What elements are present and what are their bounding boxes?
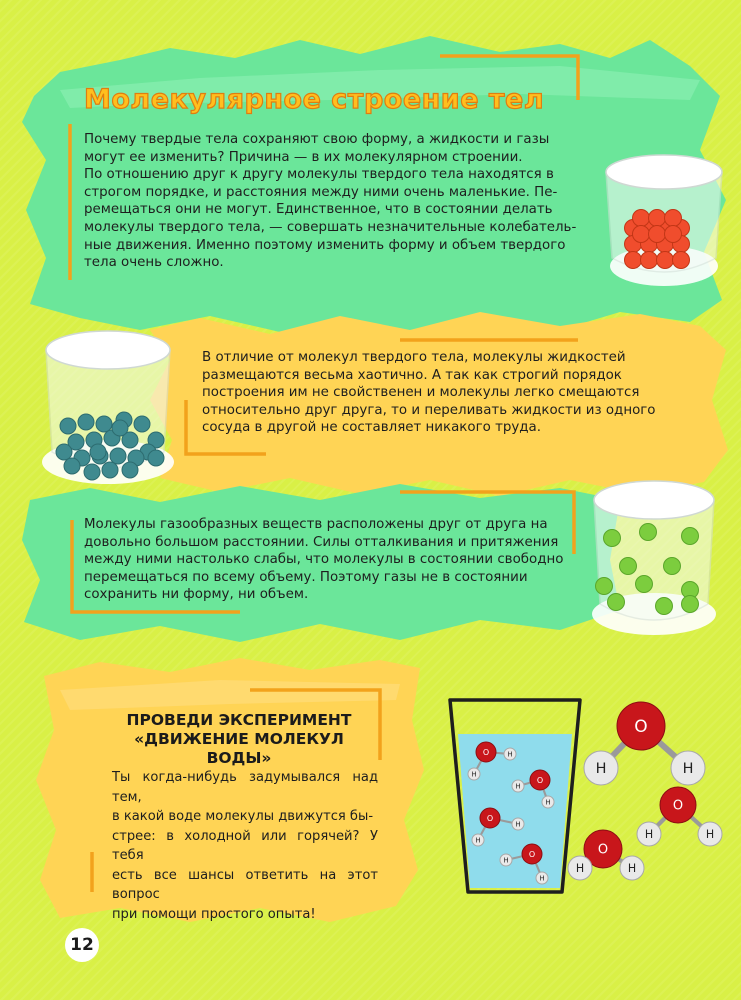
oxygen-label: O xyxy=(528,849,536,859)
hydrogen-label: H xyxy=(507,750,513,759)
hydrogen-label: H xyxy=(503,856,509,865)
liquid-line: сосуда в другой не составляет никакого труда. xyxy=(202,420,542,436)
oxygen-label: O xyxy=(597,842,609,858)
liquid-line: размещаются весьма хаотично. А так как строгий порядок xyxy=(202,367,622,383)
liquid-line: относительно друг друга, то и переливать жидкости из одного xyxy=(202,402,656,418)
hydrogen-label: H xyxy=(575,861,585,875)
hydrogen-label: H xyxy=(515,782,521,791)
page-number: 12 xyxy=(65,928,99,962)
hydrogen-label: H xyxy=(644,827,654,841)
experiment-line: в какой воде молекулы движутся бы- xyxy=(112,809,374,824)
page-title: Молекулярное строение тел xyxy=(84,84,545,115)
hydrogen-label: H xyxy=(595,761,607,778)
solid-line: Почему твердые тела сохраняют свою форму, а жидкости и газы xyxy=(84,132,550,147)
gas-line: довольно большом расстоянии. Силы отталкивания и притяжения xyxy=(84,534,559,550)
hydrogen-label: H xyxy=(471,770,477,779)
gas-line: перемещаться по всему объему. Поэтому газы не в состоянии xyxy=(84,569,528,585)
oxygen-label: O xyxy=(482,747,490,757)
hydrogen-label: H xyxy=(515,820,521,829)
hydrogen-label: H xyxy=(539,874,545,883)
solid-line: тела очень сложно. xyxy=(84,255,224,271)
oxygen-label: O xyxy=(536,775,544,785)
liquid-line: построения им не свойственен и молекулы легко смещаются xyxy=(202,385,640,401)
experiment-title-line: ВОДЫ» xyxy=(206,749,272,767)
solid-line: ные движения. Именно поэтому изменить форму и объем твердого xyxy=(84,237,566,253)
oxygen-label: O xyxy=(634,717,648,738)
gas-line: Молекулы газообразных веществ расположены друг от друга на xyxy=(84,517,548,532)
gas-line: между ними настолько слабы, что молекулы в состоянии свободно xyxy=(84,552,564,568)
experiment-line: Ты когда-нибудь задумывался над тем, xyxy=(112,770,378,805)
solid-line: строгом порядке, и расстояния между ними очень маленькие. Пе- xyxy=(84,184,558,200)
solid-line: ремещаться они не могут. Единственное, что в состоянии делать xyxy=(84,202,553,218)
hydrogen-label: H xyxy=(545,798,551,807)
experiment-title-line: «ДВИЖЕНИЕ МОЛЕКУЛ xyxy=(134,730,344,748)
experiment-line: есть все шансы ответить на этот вопрос xyxy=(112,867,378,902)
gas-line: сохранить ни форму, ни объем. xyxy=(84,587,309,603)
hydrogen-label: H xyxy=(475,836,481,845)
experiment-title-line: ПРОВЕДИ ЭКСПЕРИМЕНТ xyxy=(126,711,352,729)
liquid-line: В отличие от молекул твердого тела, молекулы жидкостей xyxy=(202,350,626,365)
experiment-line: при помощи простого опыта! xyxy=(112,906,316,922)
hydrogen-label: H xyxy=(682,761,694,778)
solid-line: молекулы твердого тела, — совершать незначительные колебатель- xyxy=(84,219,577,235)
solid-line: могут ее изменить? Причина — в их молекулярном строении. xyxy=(84,149,523,165)
hydrogen-label: H xyxy=(705,827,715,841)
oxygen-label: O xyxy=(486,813,494,823)
experiment-line: стрее: в холодной или горячей? У тебя xyxy=(112,828,378,863)
solid-line: По отношению друг к другу молекулы твердого тела находятся в xyxy=(84,167,554,183)
hydrogen-label: H xyxy=(627,861,637,875)
oxygen-label: O xyxy=(672,798,684,814)
